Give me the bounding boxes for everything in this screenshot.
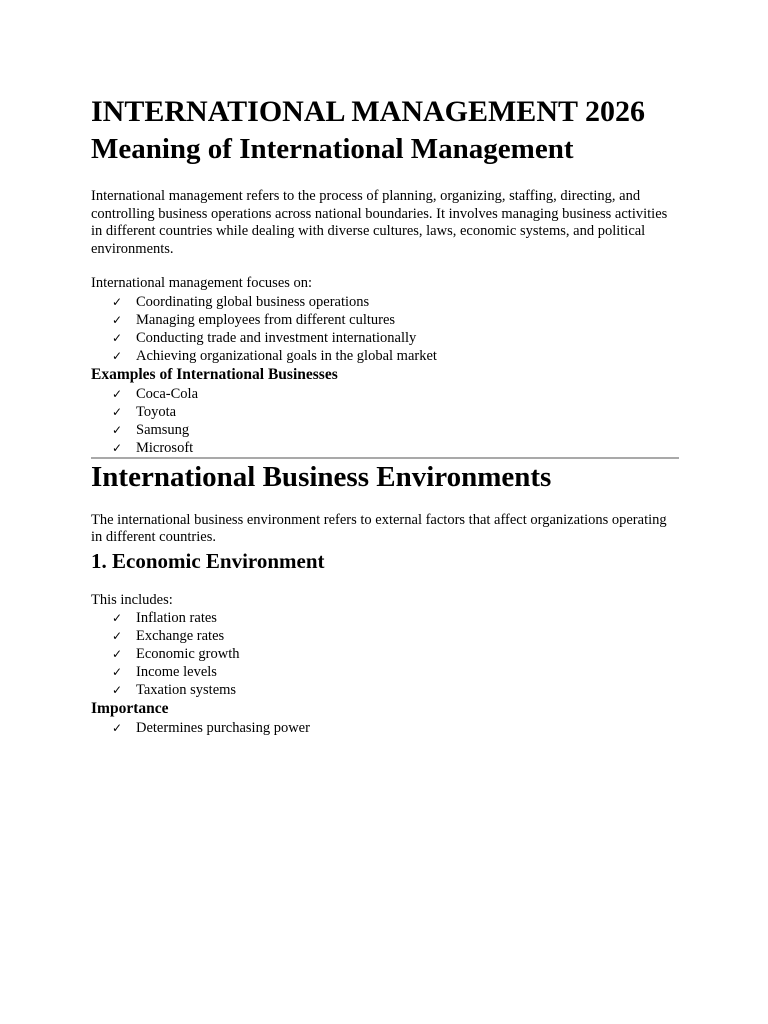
subheading-economic-environment: 1. Economic Environment	[91, 548, 325, 573]
list-item: ✓ Managing employees from different cultures	[112, 311, 396, 328]
check-mark-icon: ✓	[112, 629, 123, 643]
economic-intro: This includes:	[91, 591, 173, 608]
focus-intro: International management focuses on:	[91, 275, 313, 291]
check-mark-icon: ✓	[112, 312, 123, 327]
check-mark-icon: ✓	[112, 348, 123, 363]
meaning-paragraph: International management refers to the process of planning, organizing, staffing, directing, and controlling business operations across national boundaries. It involves managing business activities in different countries while dealing with diverse cultures, laws, economic systems, and political environments.	[91, 188, 668, 257]
check-mark-icon: ✓	[112, 294, 123, 309]
list-item: ✓ Inflation rates	[112, 610, 217, 626]
list-item: ✓ Coca-Cola	[112, 385, 199, 402]
check-mark-icon: ✓	[112, 386, 123, 401]
environments-paragraph: The international business environment refers to external factors that affect organizations operating in different countries.	[91, 511, 667, 545]
check-mark-icon: ✓	[112, 440, 123, 455]
list-item: ✓ Economic growth	[112, 646, 240, 662]
document-content	[91, 93, 681, 737]
section-heading-meaning: Meaning of International Management	[91, 133, 574, 165]
list-item: ✓ Determines purchasing power	[112, 720, 310, 736]
check-mark-icon: ✓	[112, 721, 123, 735]
check-mark-icon: ✓	[112, 611, 123, 625]
check-mark-icon: ✓	[112, 683, 123, 697]
examples-list	[91, 385, 681, 457]
examples-heading: Examples of International Businesses	[91, 365, 338, 383]
list-item: ✓ Exchange rates	[112, 628, 225, 644]
list-item: ✓ Achieving organizational goals in the global market	[112, 347, 437, 364]
list-item: ✓ Coordinating global business operations	[112, 293, 370, 310]
importance-heading: Importance	[91, 700, 169, 717]
list-item: ✓ Conducting trade and investment internationally	[112, 329, 417, 346]
focus-list	[91, 293, 681, 365]
importance-list	[91, 719, 681, 737]
list-item: ✓ Toyota	[112, 403, 177, 420]
list-item: ✓ Taxation systems	[112, 682, 237, 698]
economic-list	[91, 609, 681, 699]
document-title: INTERNATIONAL MANAGEMENT 2026	[91, 95, 645, 128]
section-heading-environments: International Business Environments	[91, 460, 552, 493]
check-mark-icon: ✓	[112, 665, 123, 679]
list-item: ✓ Microsoft	[112, 439, 194, 456]
check-mark-icon: ✓	[112, 404, 123, 419]
check-mark-icon: ✓	[112, 647, 123, 661]
check-mark-icon: ✓	[112, 422, 123, 437]
list-item: ✓ Samsung	[112, 421, 190, 438]
list-item: ✓ Income levels	[112, 664, 217, 680]
check-mark-icon: ✓	[112, 330, 123, 345]
